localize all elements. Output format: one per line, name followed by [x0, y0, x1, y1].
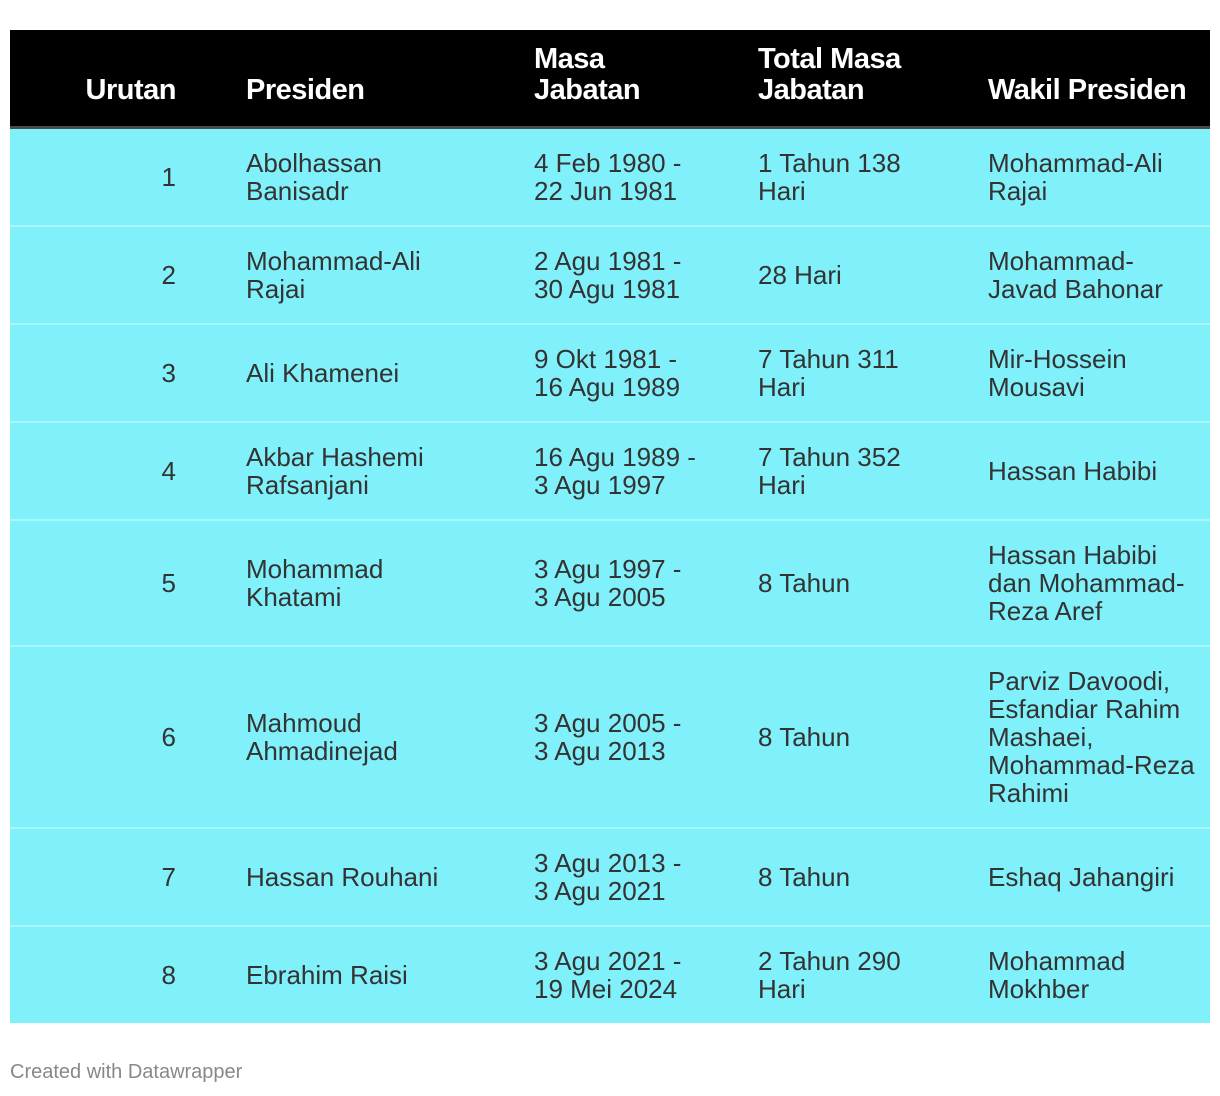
cell-presiden: Akbar Hashemi Rafsanjani — [204, 422, 492, 520]
cell-wakil-presiden: Parviz Davoodi, Esfandiar Rahim Mashaei, Mohammad-Reza Rahimi — [940, 646, 1210, 828]
header-row — [10, 30, 1210, 127]
cell-presiden: Hassan Rouhani — [204, 828, 492, 926]
cell-masa-jabatan: 16 Agu 1989 - 3 Agu 1997 — [492, 422, 716, 520]
cell-presiden: Ebrahim Raisi — [246, 959, 408, 990]
cell-urutan: 3 — [10, 324, 204, 422]
table-row — [10, 422, 1210, 520]
table-body — [10, 127, 1210, 1023]
cell-masa-jabatan: 3 Agu 2013 - 3 Agu 2021 — [492, 828, 716, 926]
cell-total-masa-jabatan: 7 Tahun 311 Hari — [716, 324, 940, 422]
cell-total-masa-jabatan: 8 Tahun — [716, 646, 940, 828]
datawrapper-credit: Created with Datawrapper — [10, 1061, 243, 1083]
cell-urutan: 7 — [10, 828, 204, 926]
cell-total-masa-jabatan: 8 Tahun — [716, 520, 940, 646]
cell-masa-jabatan: 3 Agu 2005 - 3 Agu 2013 — [492, 646, 716, 828]
column-header-total-masa-jabatan[interactable]: Total Masa Jabatan — [716, 30, 940, 127]
cell-urutan: 5 — [10, 520, 204, 646]
cell-wakil-presiden: Hassan Habibi dan Mohammad-Reza Aref — [940, 520, 1210, 646]
cell-masa-jabatan: 3 Agu 2021 - 19 Mei 2024 — [534, 945, 682, 1004]
presidents-table — [10, 30, 1210, 1023]
cell-masa-jabatan: 4 Feb 1980 - 22 Jun 1981 — [492, 127, 716, 226]
table-row — [10, 226, 1210, 324]
table-header — [10, 30, 1210, 127]
cell-wakil-presiden: Mohammad Mokhber — [988, 945, 1126, 1004]
cell-wakil-presiden: Hassan Habibi — [940, 422, 1210, 520]
cell-total-masa-jabatan: 7 Tahun 352 Hari — [716, 422, 940, 520]
cell-presiden: Mohammad Khatami — [204, 520, 492, 646]
cell-urutan: 6 — [10, 646, 204, 828]
cell-presiden: Abolhassan Banisadr — [204, 127, 492, 226]
cell-presiden: Ali Khamenei — [204, 324, 492, 422]
cell-masa-jabatan: 9 Okt 1981 - 16 Agu 1989 — [492, 324, 716, 422]
table-row — [10, 646, 1210, 828]
cell-masa-jabatan: 3 Agu 1997 - 3 Agu 2005 — [492, 520, 716, 646]
cell-wakil-presiden: Eshaq Jahangiri — [940, 828, 1210, 926]
cell-wakil-presiden: Mohammad-Ali Rajai — [940, 127, 1210, 226]
cell-presiden: Mohammad-Ali Rajai — [204, 226, 492, 324]
cell-wakil-presiden: Mir-Hossein Mousavi — [940, 324, 1210, 422]
column-header-masa-jabatan[interactable]: Masa Jabatan — [492, 30, 716, 127]
column-header-presiden[interactable]: Presiden — [204, 30, 492, 127]
cell-urutan: 8 — [161, 959, 176, 990]
cell-presiden: Mahmoud Ahmadinejad — [204, 646, 492, 828]
cell-urutan: 4 — [10, 422, 204, 520]
cell-total-masa-jabatan: 2 Tahun 290 Hari — [758, 945, 901, 1004]
table-row — [10, 828, 1210, 926]
table-row — [10, 926, 1210, 1023]
table-row — [10, 127, 1210, 226]
cell-total-masa-jabatan: 1 Tahun 138 Hari — [716, 127, 940, 226]
cell-total-masa-jabatan: 8 Tahun — [716, 828, 940, 926]
presidents-table-container — [10, 30, 1210, 1023]
table-row — [10, 520, 1210, 646]
cell-wakil-presiden: Mohammad-Javad Bahonar — [940, 226, 1210, 324]
column-header-urutan[interactable]: Urutan — [10, 30, 204, 127]
table-row — [10, 324, 1210, 422]
column-header-wakil-presiden[interactable]: Wakil Presiden — [940, 30, 1210, 127]
cell-urutan: 2 — [10, 226, 204, 324]
cell-masa-jabatan: 2 Agu 1981 - 30 Agu 1981 — [492, 226, 716, 324]
cell-total-masa-jabatan: 28 Hari — [716, 226, 940, 324]
cell-urutan: 1 — [10, 127, 204, 226]
